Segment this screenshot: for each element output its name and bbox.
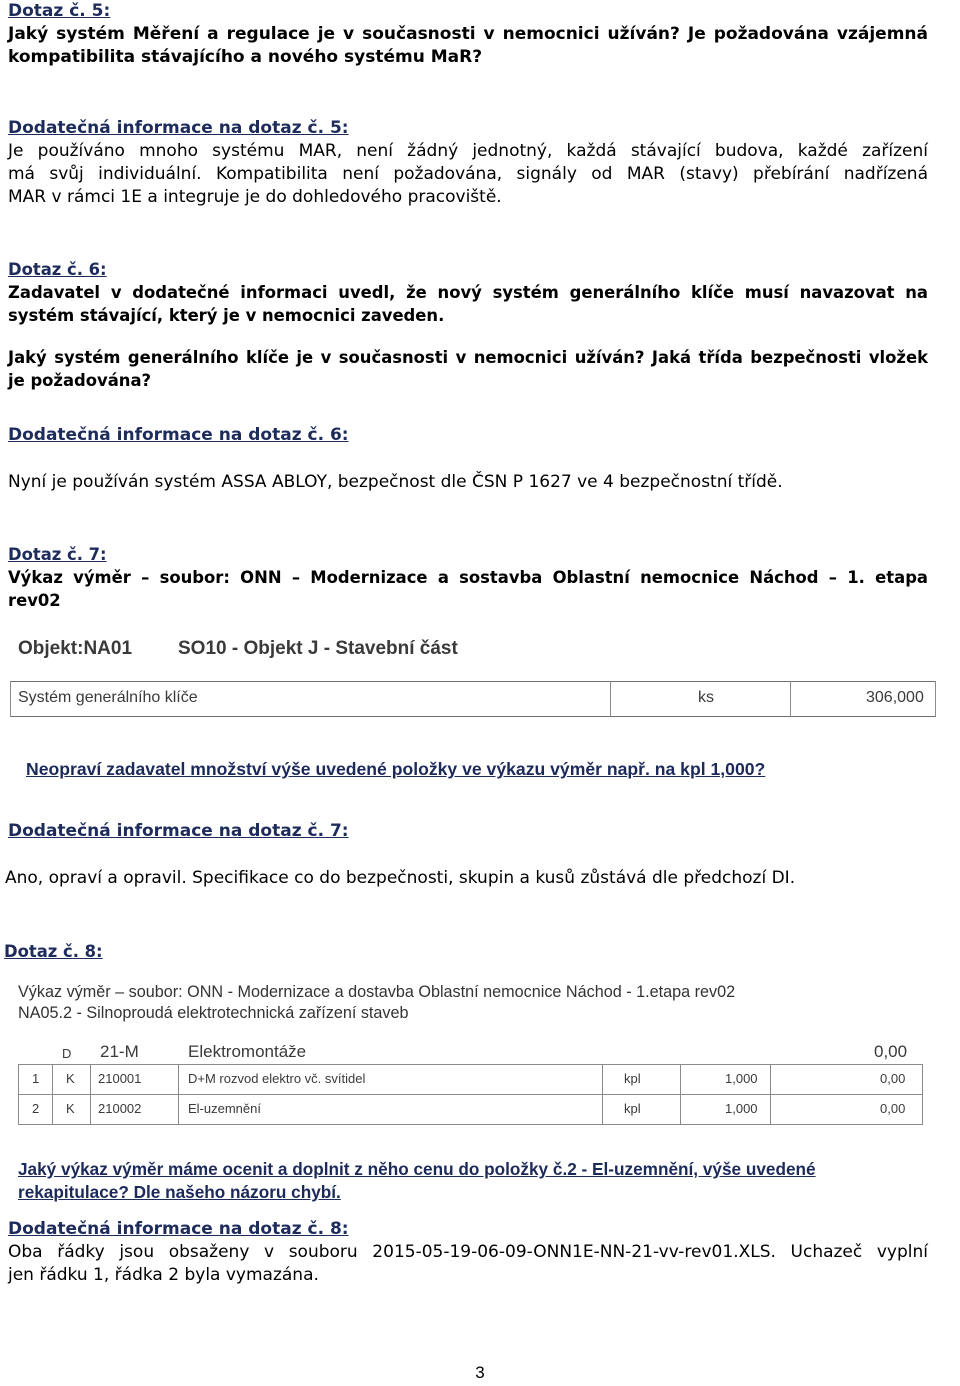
question-5 xyxy=(8,0,928,69)
scan-8-title-2: NA05.2 - Silnoproudá elektrotechnická zařízení staveb xyxy=(18,1004,409,1022)
scan-8-row-1-qty: 1,000 xyxy=(725,1071,758,1086)
scan-8-col-0 xyxy=(18,1064,19,1125)
scan-item-unit: ks xyxy=(698,689,714,706)
answer-5-line-1: Je používáno mnoho systému MAR, není žádný jednotný, každá stávající budova, každé zařízení xyxy=(8,141,928,161)
answer-7-text: Ano, opraví a opravil. Specifikace co do bezpečnosti, skupin a kusů zůstává dle předchozí DI. xyxy=(5,868,796,888)
scan-8-row-2-qty: 1,000 xyxy=(725,1101,758,1116)
scan-table-divider-1 xyxy=(610,681,611,717)
answer-8-line-1: Oba řádky jsou obsaženy v souboru 2015-05-19-06-09-ONN1E-NN-21-vv-rev01.XLS. Uchazeč vyplní xyxy=(8,1242,928,1262)
scan-8-row-1-price: 0,00 xyxy=(880,1071,906,1086)
scan-8-row-2-unit: kpl xyxy=(624,1101,641,1116)
scan-8-question-line-1: Jaký výkaz výměr máme ocenit a doplnit z něho cenu do položky č.2 - El-uzemnění, výše uvedené xyxy=(18,1159,816,1179)
scan-table-right-border xyxy=(935,681,936,717)
answer-6-heading: Dodatečná informace na dotaz č. 6: xyxy=(8,425,349,445)
scan-8-row-2-code: 210002 xyxy=(98,1101,142,1116)
scan-object-code: Objekt:NA01 xyxy=(18,638,133,659)
scan-8-table-bottom xyxy=(18,1124,922,1125)
scan-8-row-2-type: K xyxy=(66,1101,75,1116)
question-5-line-2: kompatibilita stávajícího a nového systému MaR? xyxy=(8,47,483,67)
scan-8-row-2-num: 2 xyxy=(32,1101,40,1116)
question-8 xyxy=(4,940,924,963)
answer-5 xyxy=(8,117,928,209)
scan-8-col-5 xyxy=(680,1064,681,1125)
scan-8-group-total: 0,00 xyxy=(874,1042,908,1061)
question-6-heading: Dotaz č. 6: xyxy=(8,260,107,279)
question-6-line-3: Jaký systém generálního klíče je v současnosti v nemocnici užíván? Jaká třída bezpečnosti vložek xyxy=(8,348,928,367)
scan-8-row-1-code: 210001 xyxy=(98,1071,142,1086)
scan-8-table-top xyxy=(18,1064,922,1065)
question-6-line-1: Zadavatel v dodatečné informaci uvedl, že nový systém generálního klíče musí navazovat na xyxy=(8,283,928,302)
scan-8-row-1-unit: kpl xyxy=(624,1071,641,1086)
answer-7 xyxy=(5,820,928,890)
scan-8-group-d: D xyxy=(62,1046,72,1061)
question-6-line-4: je požadována? xyxy=(8,371,152,390)
scan-question-7: Neopraví zadavatel množství výše uvedené položky ve výkazu výměr např. na kpl 1,000? xyxy=(26,759,766,779)
scan-8-group-name: Elektromontáže xyxy=(188,1042,307,1061)
scan-table-bottom-border xyxy=(10,716,936,717)
answer-8-line-2: jen řádku 1, řádka 2 byla vymazána. xyxy=(8,1265,319,1285)
scan-8-row-2-desc: El-uzemnění xyxy=(188,1101,261,1116)
scan-8-col-1 xyxy=(52,1064,53,1125)
question-7-line-1: Výkaz výměr – soubor: ONN – Modernizace a sostavba Oblastní nemocnice Náchod – 1. etapa xyxy=(8,568,928,587)
scan-8-col-7 xyxy=(922,1064,923,1125)
scan-8-group-code: 21-M xyxy=(100,1042,139,1061)
scan-8-row-1-num: 1 xyxy=(32,1071,40,1086)
question-7-line-2: rev02 xyxy=(8,591,61,610)
answer-5-heading: Dodatečná informace na dotaz č. 5: xyxy=(8,118,349,138)
scan-table-divider-2 xyxy=(790,681,791,717)
scan-item-quantity: 306,000 xyxy=(866,689,924,706)
scan-8-row-2-price: 0,00 xyxy=(880,1101,906,1116)
question-6-line-2: systém stávající, který je v nemocnici zaveden. xyxy=(8,306,445,325)
scan-item-name: Systém generálního klíče xyxy=(18,689,198,706)
answer-5-line-3: MAR v rámci 1E a integruje je do dohledového pracoviště. xyxy=(8,187,502,207)
question-5-heading: Dotaz č. 5: xyxy=(8,1,111,21)
question-5-line-1: Jaký systém Měření a regulace je v současnosti v nemocnici užíván? Je požadována vzájemná xyxy=(8,24,928,44)
scan-8-col-3 xyxy=(178,1064,179,1125)
question-7-heading: Dotaz č. 7: xyxy=(8,545,107,564)
scan-table-top-border xyxy=(10,681,936,682)
scan-8-row-1-type: K xyxy=(66,1071,75,1086)
scan-8-col-2 xyxy=(90,1064,91,1125)
answer-5-line-2: má svůj individuální. Kompatibilita není požadována, signály od MAR (stavy) přebírání nadřízená xyxy=(8,164,928,184)
answer-8 xyxy=(8,1218,928,1287)
question-7 xyxy=(8,543,928,612)
scan-object-name: SO10 - Objekt J - Stavební část xyxy=(178,638,458,659)
page-number: 3 xyxy=(475,1363,485,1382)
question-8-heading: Dotaz č. 8: xyxy=(4,942,103,961)
scan-8-title-1: Výkaz výměr – soubor: ONN - Modernizace a dostavba Oblastní nemocnice Náchod - 1.etapa rev02 xyxy=(18,983,736,1001)
scan-8-row-1-desc: D+M rozvod elektro vč. svítidel xyxy=(188,1071,366,1086)
scan-8-table-mid xyxy=(18,1094,922,1095)
scan-8-col-6 xyxy=(770,1064,771,1125)
answer-6 xyxy=(8,424,928,494)
question-6 xyxy=(8,258,928,392)
scan-table-left-border xyxy=(10,681,11,717)
answer-7-heading: Dodatečná informace na dotaz č. 7: xyxy=(8,821,349,841)
answer-8-heading: Dodatečná informace na dotaz č. 8: xyxy=(8,1219,349,1239)
scan-8-question-line-2: rekapitulace? Dle našeho názoru chybí. xyxy=(18,1182,341,1202)
scan-8-col-4 xyxy=(602,1064,603,1125)
answer-6-text: Nyní je používán systém ASSA ABLOY, bezpečnost dle ČSN P 1627 ve 4 bezpečnostní třídě. xyxy=(8,472,783,492)
